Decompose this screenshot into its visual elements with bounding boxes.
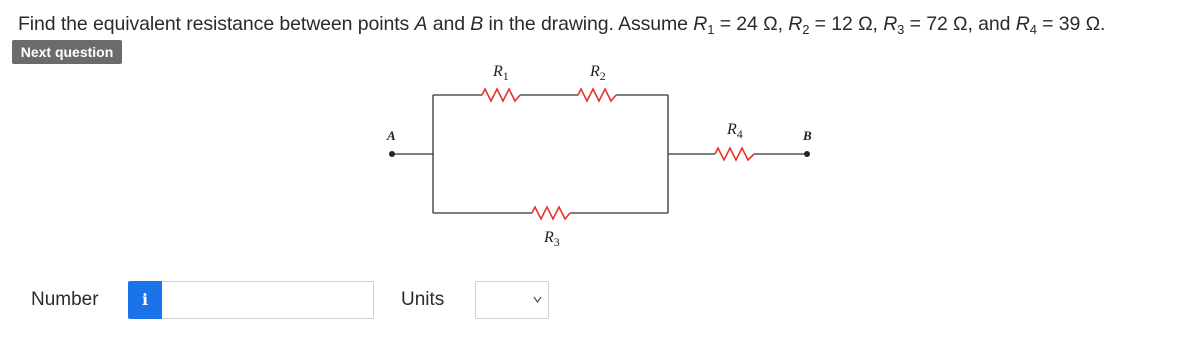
resistor-r4: [715, 148, 754, 160]
terminal-b-dot: [804, 151, 810, 157]
resistor-r3: [532, 207, 570, 219]
label-r1: $R_1$: [493, 63, 509, 83]
resistor-r2: [578, 89, 616, 101]
chevron-down-icon: [533, 295, 542, 304]
resistor-r1: [482, 89, 520, 101]
label-r2: $R_2$: [590, 63, 606, 83]
terminal-a-dot: [389, 151, 395, 157]
next-question-button[interactable]: Next question: [12, 40, 122, 64]
circuit-diagram: [370, 58, 830, 258]
units-select[interactable]: [475, 281, 549, 319]
label-r4: $R_4$: [727, 121, 743, 141]
number-input[interactable]: [162, 281, 374, 319]
units-label: Units: [401, 289, 445, 310]
question-text: Find the equivalent resistance between points A and B in the drawing. Assume $R_1 = 24$ Ω, $R_2 = 12$ Ω, $R_3 = 72$ Ω, and $R_4 = 39$ Ω.: [18, 13, 1106, 37]
label-a: A: [387, 128, 396, 143]
info-icon[interactable]: i: [128, 281, 162, 319]
label-r3: $R_3$: [544, 229, 560, 249]
label-b: B: [803, 128, 812, 143]
number-label: Number: [31, 289, 99, 310]
